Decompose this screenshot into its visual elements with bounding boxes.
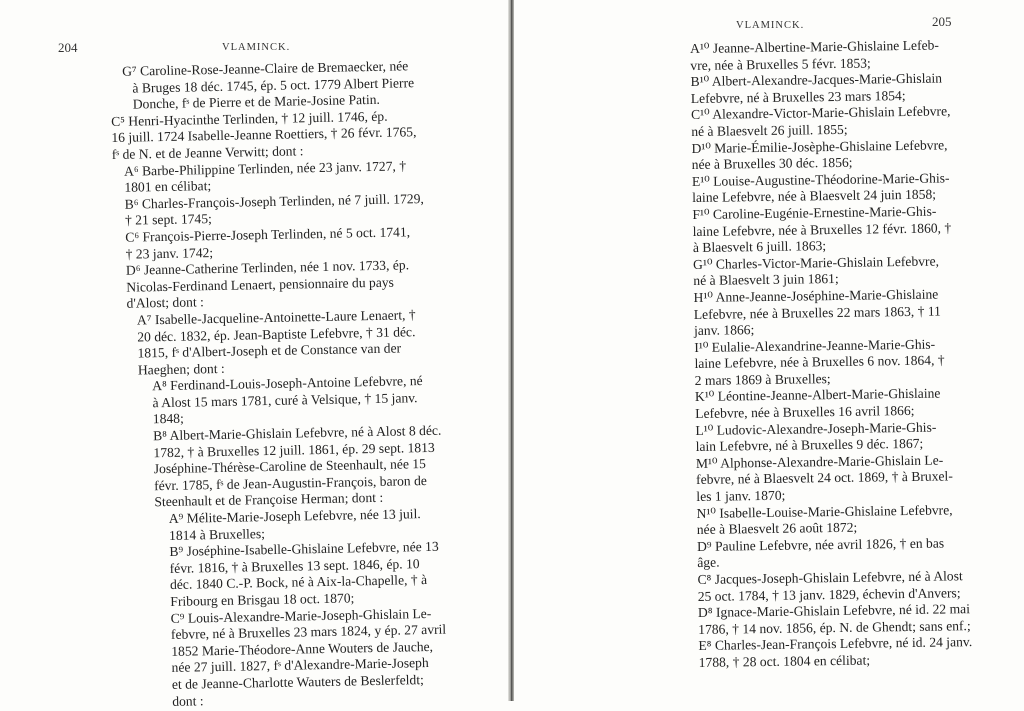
text-line: A⁶ Barbe-Philippine Terlinden, née 23 janv. 1727, † bbox=[123, 157, 407, 179]
text-line: K¹⁰ Léontine-Jeanne-Albert-Marie-Ghislaine bbox=[694, 386, 941, 405]
text-line: A¹⁰ Jeanne-Albertine-Marie-Ghislaine Lefeb- bbox=[690, 37, 940, 56]
text-line: 1786, † 14 nov. 1856, ép. N. de Ghendt; sans enf.; bbox=[698, 617, 971, 637]
text-line: B¹⁰ Albert-Alexandre-Jacques-Marie-Ghislain bbox=[690, 70, 943, 90]
right-page-text bbox=[690, 37, 973, 671]
right-running-head: VLAMINCK. bbox=[736, 20, 805, 31]
text-line: B⁸ Albert-Marie-Ghislain Lefebvre, né à Alost 8 déc. bbox=[153, 422, 442, 444]
text-line: déc. 1840 C.-P. Bock, né à Aix-la-Chapelle, † à bbox=[169, 572, 428, 593]
text-line: 1801 en célibat; bbox=[124, 178, 212, 195]
text-line: N¹⁰ Isabelle-Louise-Marie-Ghislaine Lefebvre, bbox=[696, 502, 953, 521]
text-line: D⁸ Ignace-Marie-Ghislain Lefebvre, né id. 22 mai bbox=[697, 601, 971, 621]
text-line: né à Blaesvelt 26 juill. 1855; bbox=[691, 121, 848, 139]
left-page-number: 204 bbox=[58, 40, 78, 55]
left-running-head: VLAMINCK. bbox=[222, 42, 291, 53]
text-line: née à Bruxelles 30 déc. 1856; bbox=[691, 154, 853, 173]
text-line: 1782, † à Bruxelles 12 juill. 1861, ép. 29 sept. 1813 bbox=[153, 439, 435, 460]
text-line: 1852 Marie-Théodore-Anne Wouters de Jauche, bbox=[171, 638, 434, 659]
text-line: F¹⁰ Caroline-Eugénie-Ernestine-Marie-Ghis- bbox=[692, 203, 937, 222]
text-line: A⁸ Ferdinand-Louis-Joseph-Antoine Lefebvre, né bbox=[152, 373, 423, 394]
text-line: née 27 juill. 1827, fˢ d'Alexandre-Marie-Joseph bbox=[171, 655, 429, 676]
text-line: D⁶ Jeanne-Catherine Terlinden, née 1 nov. 1733, ép. bbox=[125, 257, 410, 278]
text-line: laine Lefebvre, née à Bruxelles 6 nov. 1864, † bbox=[694, 352, 945, 372]
text-line: laine Lefebvre, née à Bruxelles 12 févr. 1860, † bbox=[692, 219, 952, 239]
text-line: G¹⁰ Charles-Victor-Marie-Ghislain Lefebvre, bbox=[693, 253, 940, 272]
text-line: Lefebvre, né à Bruxelles 23 mars 1854; bbox=[690, 87, 906, 106]
text-line: C⁶ François-Pierre-Joseph Terlinden, né 5 oct. 1741, bbox=[125, 224, 411, 245]
text-line: à Blaesvelt 6 juill. 1863; bbox=[692, 238, 827, 256]
text-line: E⁸ Charles-Jean-François Lefebvre, né id. 24 janv. bbox=[698, 634, 973, 654]
text-line: 16 juill. 1724 Isabelle-Jeanne Roettiers, † 26 févr. 1765, bbox=[111, 124, 417, 146]
text-line: né à Blaesvelt 3 juin 1861; bbox=[693, 271, 839, 289]
text-line: I¹⁰ Eulalie-Alexandrine-Jeanne-Marie-Ghis- bbox=[694, 336, 936, 355]
text-line: H¹⁰ Anne-Jeanne-Joséphine-Marie-Ghislaine bbox=[693, 286, 939, 305]
text-line: Haeghen; dont : bbox=[137, 360, 225, 378]
text-line: Joséphine-Thérèse-Caroline de Steenhault, née 15 bbox=[153, 456, 427, 477]
text-line: L¹⁰ Ludovic-Alexandre-Joseph-Marie-Ghis- bbox=[695, 419, 937, 438]
text-line: 1848; bbox=[152, 411, 184, 427]
text-line: 25 oct. 1784, † 13 janv. 1829, échevin d'Anvers; bbox=[697, 584, 961, 604]
text-line: 2 mars 1869 à Bruxelles; bbox=[694, 370, 831, 388]
text-line: D⁹ Pauline Lefebvre, née avril 1826, † en bas bbox=[696, 535, 945, 554]
text-line: A⁹ Mélite-Marie-Joseph Lefebvre, née 13 juil. bbox=[168, 506, 421, 526]
text-line: d'Alost; dont : bbox=[126, 294, 204, 312]
text-line: E¹⁰ Louise-Augustine-Théodorine-Marie-Ghis- bbox=[691, 170, 950, 189]
text-line: à Bruges 18 déc. 1745, ép. 5 oct. 1779 Albert Pierre bbox=[132, 74, 415, 96]
text-line: fˢ de N. et de Jeanne Verwitt; dont : bbox=[111, 143, 304, 162]
text-line: Lefebvre, née à Bruxelles 22 mars 1863, † 11 bbox=[693, 303, 942, 322]
text-line: févr. 1816, † à Bruxelles 13 sept. 1846, ép. 10 bbox=[169, 555, 420, 576]
text-line: D¹⁰ Marie-Émilie-Josèphe-Ghislaine Lefebvre, bbox=[691, 136, 948, 156]
text-line: 1815, fˢ d'Albert-Joseph et de Constance van der bbox=[137, 340, 402, 361]
text-line: C⁸ Jacques-Joseph-Ghislain Lefebvre, né à Alost bbox=[697, 568, 963, 587]
text-line: Lefebvre, née à Bruxelles 16 avril 1866; bbox=[695, 402, 915, 422]
text-line: M¹⁰ Alphonse-Alexandre-Marie-Ghislain Le- bbox=[695, 452, 944, 471]
text-line: févr. 1785, fˢ de Jean-Augustin-François, baron de bbox=[153, 472, 428, 494]
text-line: âge. bbox=[697, 555, 720, 571]
text-line: febvre, né à Blaesvelt 24 oct. 1869, † à Bruxel- bbox=[696, 468, 953, 488]
text-line: à Alost 15 mars 1781, curé à Velsique, † 15 janv. bbox=[152, 390, 418, 411]
text-line: Steenhault et de Françoise Herman; dont : bbox=[154, 490, 384, 510]
right-page-number: 205 bbox=[932, 14, 952, 29]
text-line: laine Lefebvre, née à Blaesvelt 24 juin 1858; bbox=[692, 186, 937, 206]
text-line: B⁹ Joséphine-Isabelle-Ghislaine Lefebvre, née 13 bbox=[169, 538, 439, 560]
text-line: A⁷ Isabelle-Jacqueline-Antoinette-Laure Lenaert, † bbox=[136, 307, 416, 328]
text-line: G⁷ Caroline-Rose-Jeanne-Claire de Bremaecker, née bbox=[121, 58, 409, 79]
text-line: † 21 sept. 1745; bbox=[124, 211, 212, 229]
text-line: B⁶ Charles-François-Joseph Terlinden, né 7 juill. 1729, bbox=[124, 190, 424, 212]
text-line: janv. 1866; bbox=[693, 322, 755, 339]
text-line: Nicolas-Ferdinand Lenaert, pensionnaire du pays bbox=[126, 274, 395, 295]
text-line: 1814 à Bruxelles; bbox=[168, 525, 266, 543]
text-line: Fribourg en Brisgau 18 oct. 1870; bbox=[170, 590, 355, 609]
text-line: née à Blaesvelt 26 août 1872; bbox=[696, 519, 858, 538]
text-line: † 23 janv. 1742; bbox=[125, 244, 214, 262]
text-line: 20 déc. 1832, ép. Jean-Baptiste Lefebvre, † 31 déc. bbox=[137, 323, 416, 345]
text-line: vre, née à Bruxelles 5 févr. 1853; bbox=[690, 55, 871, 73]
text-line: et de Jeanne-Charlotte Wauters de Beslerfeldt; bbox=[171, 672, 424, 692]
text-line: C⁵ Henri-Hyacinthe Terlinden, † 12 juill. 1746, ép. bbox=[110, 108, 388, 129]
text-line: C⁹ Louis-Alexandre-Marie-Joseph-Ghislain Le- bbox=[170, 605, 432, 626]
text-line: C¹⁰ Alexandre-Victor-Marie-Ghislain Lefebvre, bbox=[690, 103, 951, 123]
text-line: lain Lefebvre, né à Bruxelles 9 déc. 1867; bbox=[695, 436, 924, 455]
text-line: Donche, fˢ de Pierre et de Marie-Josine Patin. bbox=[132, 92, 381, 112]
left-page-text bbox=[110, 58, 448, 711]
text-line: 1788, † 28 oct. 1804 en célibat; bbox=[698, 652, 871, 670]
text-line: dont : bbox=[172, 692, 204, 709]
text-line: febvre, né à Bruxelles 23 mars 1824, y ép. 27 avril bbox=[170, 621, 447, 643]
text-line: les 1 janv. 1870; bbox=[696, 487, 786, 504]
